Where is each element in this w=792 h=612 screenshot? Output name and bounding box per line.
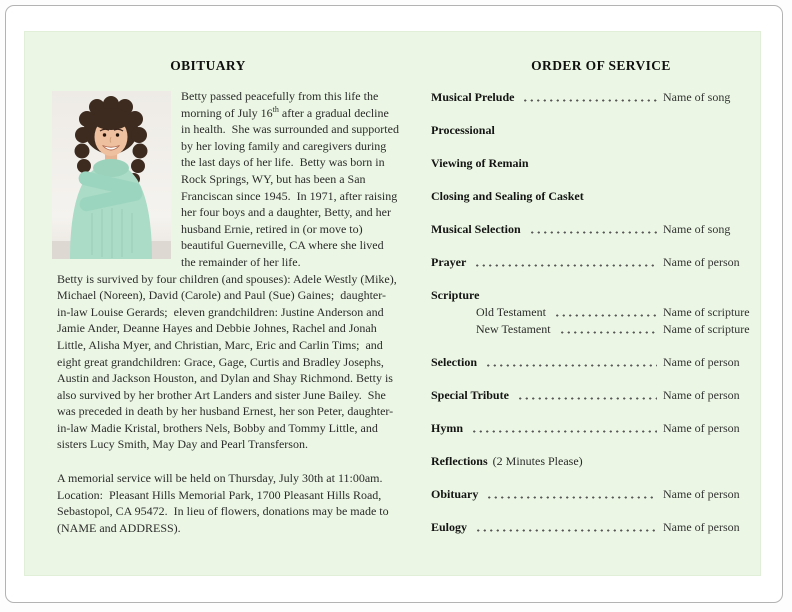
obituary-title: OBITUARY xyxy=(170,58,246,73)
service-item-label: Closing and Sealing of Casket xyxy=(431,189,584,203)
service-item-selection xyxy=(431,354,753,370)
portrait-photo xyxy=(52,91,171,259)
dot-leader xyxy=(554,304,657,320)
obituary-paragraph-2: Betty is survived by four children (and spouses): Adele Westly (Mike), Michael (Noreen), David (Carole) and Paul (Sue) Gaines; daughter-in-law Louise Gerards; eleven grandchildren: Justine Anderson and Jamie Ander, Deanne Hayes and Debbie Johnes, Rachel and Jonah Little, Alisha Myer, and Christian, Marc, Eric and Carlin Tims; and eight great grandchildren: Grace, Gage, Curtis and Bradley Josephs, Austin and Jackson Houston, and Dylan and Shay Richmond. Betty is also survived by her brother Art Landers and sister June Bailey. She was preceded in death by her husband Ernest, her son Peter, daughter-in-law Madie Kristal, brothers Nels, Bobby and Tommy Little, and sisters Lucy Smith, May Day and Pearl Transferson. xyxy=(57,271,400,452)
service-item-value: Name of person xyxy=(663,487,740,501)
dot-leader xyxy=(485,354,657,370)
service-item-label: Obituary xyxy=(431,487,479,501)
service-item-note: (2 Minutes Please) xyxy=(492,454,583,468)
service-item-viewing-of-remain xyxy=(431,155,753,171)
service-item-label: Viewing of Remain xyxy=(431,156,529,170)
service-item-label: Processional xyxy=(431,123,495,137)
service-item-value: Name of person xyxy=(663,255,740,269)
service-item-obituary xyxy=(431,486,753,502)
service-item-label: Special Tribute xyxy=(431,388,509,402)
service-item-label: Selection xyxy=(431,355,477,369)
service-subitem-old-testament xyxy=(431,304,753,320)
service-item-value: Name of song xyxy=(663,90,731,104)
service-item-label: Prayer xyxy=(431,255,467,269)
obituary-text-before-sup: Betty passed peacefully from this life the morning of July 16 xyxy=(181,89,382,120)
service-subitem-label: Old Testament xyxy=(476,305,546,319)
dot-leader xyxy=(474,254,657,270)
service-item-label: Eulogy xyxy=(431,520,468,534)
obituary-body xyxy=(57,88,402,536)
service-item-value: Name of person xyxy=(663,421,740,435)
service-item-musical-selection xyxy=(431,221,753,237)
service-item-closing-and-sealing xyxy=(431,188,753,204)
dot-leader xyxy=(475,519,657,535)
obituary-text-after-sup: after a gradual decline in health. She was surrounded and supported by her loving family and caregivers during the last days of her life. Betty was born in Rock Springs, WY, but has been a San Franciscan since 1945. In 1971, after raising her four boys and a daughter, Betty, and her husband Ernie, retired in (or move to) beautiful Guerneville, CA where she lived the remainder of her life. xyxy=(181,105,402,269)
service-item-label: Musical Prelude xyxy=(431,90,515,104)
service-item-label: Scripture xyxy=(431,288,480,302)
service-item-label: Musical Selection xyxy=(431,222,521,236)
program-page xyxy=(24,31,761,576)
service-subitem-value: Name of scripture xyxy=(663,305,750,319)
service-subitem-value: Name of scripture xyxy=(663,322,750,336)
service-item-value: Name of song xyxy=(663,222,731,236)
dot-leader xyxy=(486,486,657,502)
service-item-value: Name of person xyxy=(663,355,740,369)
ordinal-superscript: th xyxy=(272,104,279,114)
service-item-prayer xyxy=(431,254,753,270)
service-item-processional xyxy=(431,122,753,138)
service-item-hymn xyxy=(431,420,753,436)
dot-leader xyxy=(517,387,657,403)
order-of-service-title: ORDER OF SERVICE xyxy=(531,58,671,73)
service-item-scripture xyxy=(431,287,753,303)
dot-leader xyxy=(471,420,657,436)
service-item-reflections xyxy=(431,453,753,469)
service-item-musical-prelude xyxy=(431,89,753,105)
dot-leader xyxy=(559,321,657,337)
service-subitem-new-testament xyxy=(431,321,753,337)
service-item-label: Hymn xyxy=(431,421,464,435)
obituary-section xyxy=(57,58,402,536)
service-item-value: Name of person xyxy=(663,388,740,402)
dot-leader xyxy=(522,89,657,105)
service-item-value: Name of person xyxy=(663,520,740,534)
service-item-eulogy xyxy=(431,519,753,535)
dot-leader xyxy=(529,221,657,237)
service-item-label: Reflections xyxy=(431,454,488,468)
service-item-special-tribute xyxy=(431,387,753,403)
service-subitem-label: New Testament xyxy=(476,322,551,336)
order-of-service-section xyxy=(431,58,753,535)
memorial-service-paragraph: A memorial service will be held on Thursday, July 30th at 11:00am. Location: Pleasant Hills Memorial Park, 1700 Pleasant Hills Road, Sebastopol, CA 95472. In lieu of flowers, donations may be made to (NAME and ADDRESS). xyxy=(57,471,392,535)
